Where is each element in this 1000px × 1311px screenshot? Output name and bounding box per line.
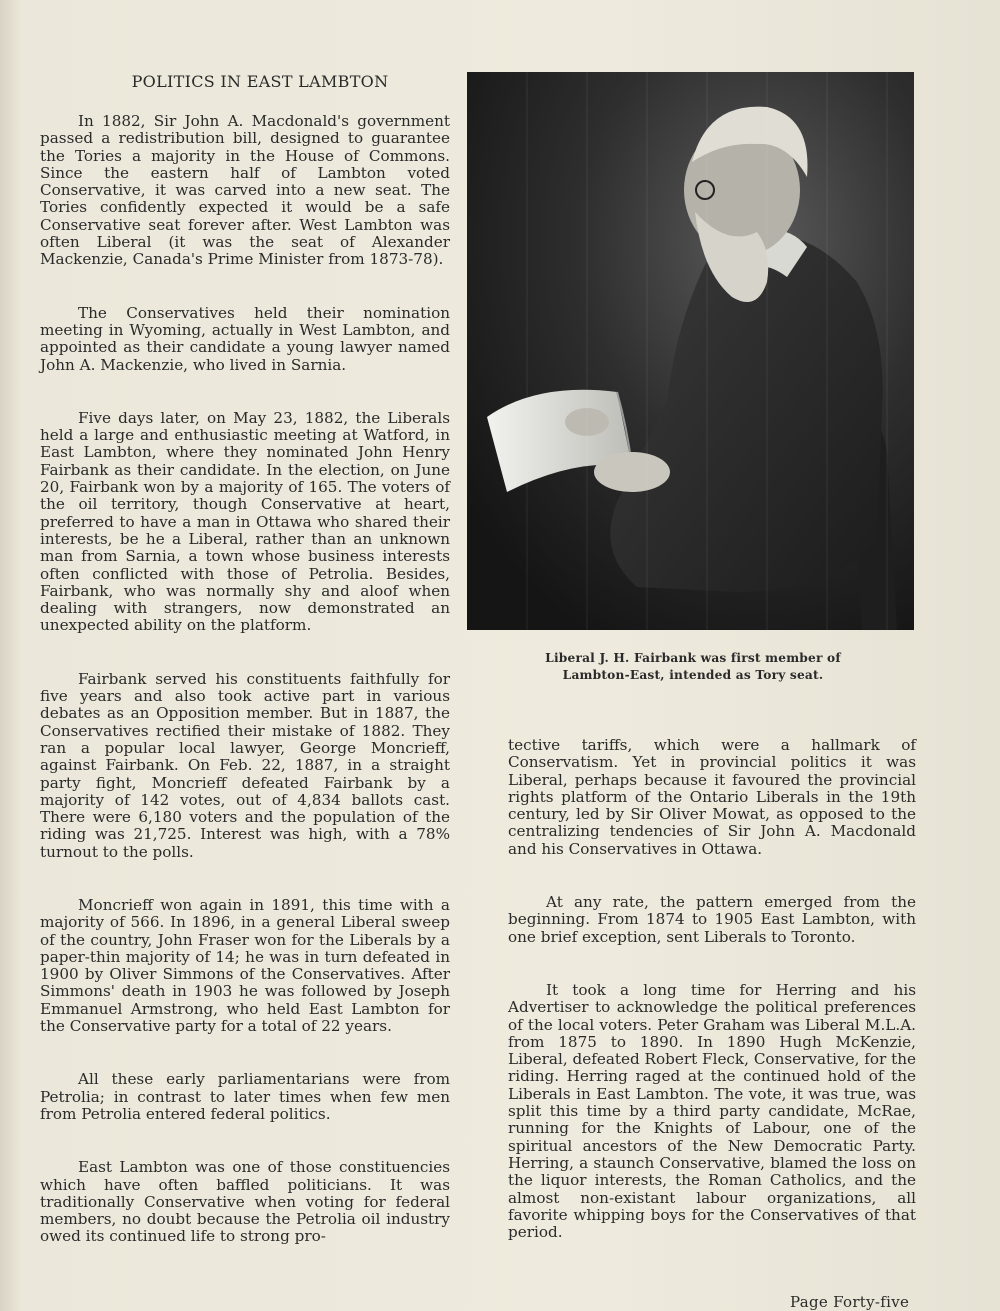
paragraph-7: East Lambton was one of those constituencies which have often baffled politicians. It was traditionally Conservative when voting for federal members, no doubt because the Petrolia oil industry owed its continued life to strong pro- bbox=[40, 1158, 450, 1246]
paragraph-8: tective tariffs, which were a hallmark of Conservatism. Yet in provincial politics it was Liberal, perhaps because it favoured the provincial rights platform of the Ontario Liberals in the 19th century, led by Sir Oliver Mowat, as opposed to the centralizing tendencies of Sir John A. Macdonald and his Conservatives in Ottawa. bbox=[508, 736, 916, 858]
caption-line-2: Lambton-East, intended as Tory seat. bbox=[562, 668, 824, 682]
portrait-photo bbox=[467, 72, 914, 630]
paragraph-1: In 1882, Sir John A. Macdonald's government passed a redistribution bill, designed to guarantee the Tories a majority in the House of Commons. Since the eastern half of Lambton voted Conservative, it was carved into a new seat. The Tories confidently expected it would be a safe Conservative seat forever after. West Lambton was often Liberal (it was the seat of Alexander Mackenzie, Canada's Prime Minister from 1873-78). bbox=[40, 112, 450, 269]
caption-line-1: Liberal J. H. Fairbank was first member of bbox=[545, 651, 841, 665]
paragraph-9: At any rate, the pattern emerged from the beginning. From 1874 to 1905 East Lambton, with one brief exception, sent Liberals to Toronto. bbox=[508, 893, 916, 946]
paragraph-2: The Conservatives held their nomination meeting in Wyoming, actually in West Lambton, and appointed as their candidate a young lawyer named John A. Mackenzie, who lived in Sarnia. bbox=[40, 303, 450, 374]
left-column bbox=[40, 72, 450, 1246]
right-column bbox=[508, 737, 916, 1241]
portrait-illustration bbox=[467, 72, 914, 630]
paragraph-4: Fairbank served his constituents faithfully for five years and also took active part in various debates as an Opposition member. But in 1887, the Conservatives rectified their mistake of 1882. They ran a popular local lawyer, George Moncrieff, against Fairbank. On Feb. 22, 1887, in a straight party fight, Moncrieff defeated Fairbank by a majority of 142 votes, out of 4,834 ballots cast. There were 6,180 voters and the population of the riding was 21,725. Interest was high, with a 78% turnout to the polls. bbox=[40, 669, 450, 861]
photo-caption bbox=[508, 650, 878, 684]
page-number: Page Forty-five bbox=[790, 1293, 910, 1311]
paragraph-3: Five days later, on May 23, 1882, the Liberals held a large and enthusiastic meeting at Watford, in East Lambton, where they nominated John Henry Fairbank as their candidate. In the election, on June 20, Fairbank won by a majority of 165. The voters of the oil territory, though Conservative at heart, preferred to have a man in Ottawa who shared their interests, be he a Liberal, rather than an unknown man from Sarnia, a town whose business interests often conflicted with those of Petrolia. Besides, Fairbank, who was normally shy and aloof when dealing with strangers, now demonstrated an unexpected ability on the platform. bbox=[40, 408, 450, 635]
article-title: POLITICS IN EAST LAMBTON bbox=[131, 72, 389, 91]
paragraph-10: It took a long time for Herring and his Advertiser to acknowledge the political preferences of the local voters. Peter Graham was Liberal M.L.A. from 1875 to 1890. In 1890 Hugh McKenzie, Liberal, defeated Robert Fleck, Conservative, for the riding. Herring raged at the continued hold of the Liberals in East Lambton. The vote, it was true, was split this time by a third party candidate, McRae, running for the Knights of Labour, one of the spiritual ancestors of the New Democratic Party. Herring, a staunch Conservative, blamed the loss on the liquor interests, the Roman Catholics, and the almost non-existant labour organizations, all favorite whipping boys for the Conservatives of that period. bbox=[508, 980, 916, 1242]
paragraph-5: Moncrieff won again in 1891, this time with a majority of 566. In 1896, in a general Liberal sweep of the country, John Fraser won for the Liberals by a paper-thin majority of 14; he was in turn defeated in 1900 by Oliver Simmons of the Conservatives. After Simmons' death in 1903 he was followed by Joseph Emmanuel Armstrong, who held East Lambton for the Conservative party for a total of 22 years. bbox=[40, 895, 450, 1036]
paragraph-6: All these early parliamentarians were from Petrolia; in contrast to later times when few men from Petrolia entered federal politics. bbox=[40, 1070, 450, 1123]
